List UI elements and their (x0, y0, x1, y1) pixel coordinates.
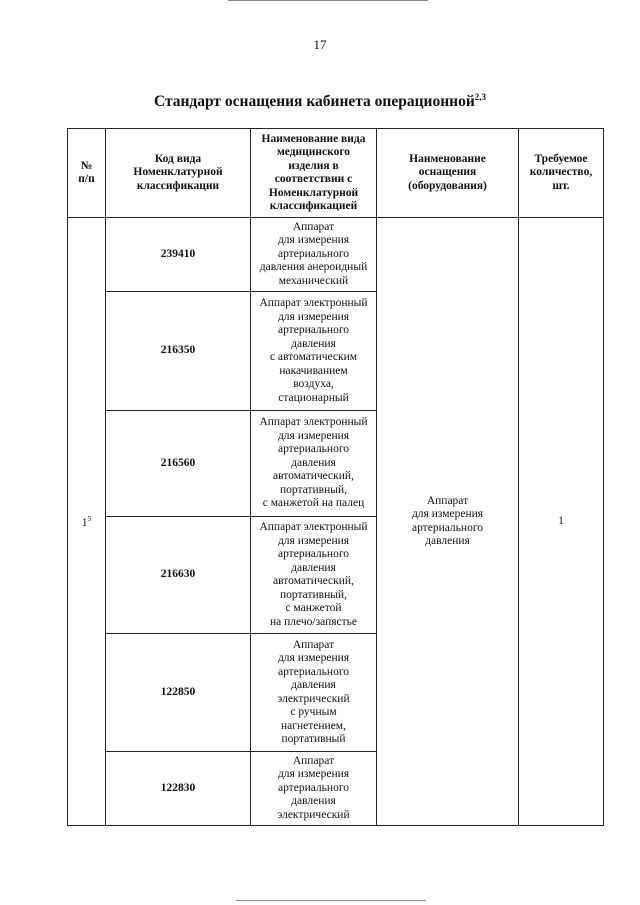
device-name-cell: Аппарат электронный для измерения артериального давления автоматический, портативный, с манжетой на палец (251, 411, 377, 517)
device-name-cell: Аппарат для измерения артериального давления электрический (251, 752, 377, 826)
device-name-cell: Аппарат электронный для измерения артериального давления автоматический, портативный, с манжетой на плечо/запястье (251, 517, 377, 634)
device-name-cell: Аппарат для измерения артериального давления анероидный механический (251, 218, 377, 292)
row-number-cell: $1^5$ (68, 218, 106, 826)
header-device-name: Наименование вида медицинского изделия в соответствии с Номенклатурной классификацией (251, 129, 377, 218)
equipment-cell: Аппарат для измерения артериального давления (377, 218, 519, 826)
document-title (0, 92, 640, 111)
device-name-cell: Аппарат электронный для измерения артериального давления с автоматическим накачиванием воздуха, стационарный (251, 292, 377, 411)
bottom-rule (236, 900, 426, 901)
table-row (68, 218, 604, 292)
device-name-cell: Аппарат для измерения артериального давления электрический с ручным нагнетением, портативный (251, 634, 377, 752)
header-quantity: Требуемое количество, шт. (519, 129, 604, 218)
quantity-cell: 1 (519, 218, 604, 826)
header-code: Код вида Номенклатурной классификации (106, 129, 251, 218)
document-title-text: Стандарт оснащения кабинета операционной (153, 93, 475, 110)
table-header-row (68, 129, 604, 218)
code-cell: 216350 (106, 292, 251, 411)
code-cell: 216560 (106, 411, 251, 517)
top-rule (228, 0, 428, 1)
page-number: 17 (313, 37, 327, 52)
code-cell: 122850 (106, 634, 251, 752)
header-number: № п/п (68, 129, 106, 218)
header-equipment: Наименование оснащения (оборудования) (377, 129, 519, 218)
code-cell: 216630 (106, 517, 251, 634)
equipment-standard-table (67, 128, 604, 826)
code-cell: 239410 (106, 218, 251, 292)
document-title-footnote: 2,3 (474, 92, 487, 102)
code-cell: 122830 (106, 752, 251, 826)
